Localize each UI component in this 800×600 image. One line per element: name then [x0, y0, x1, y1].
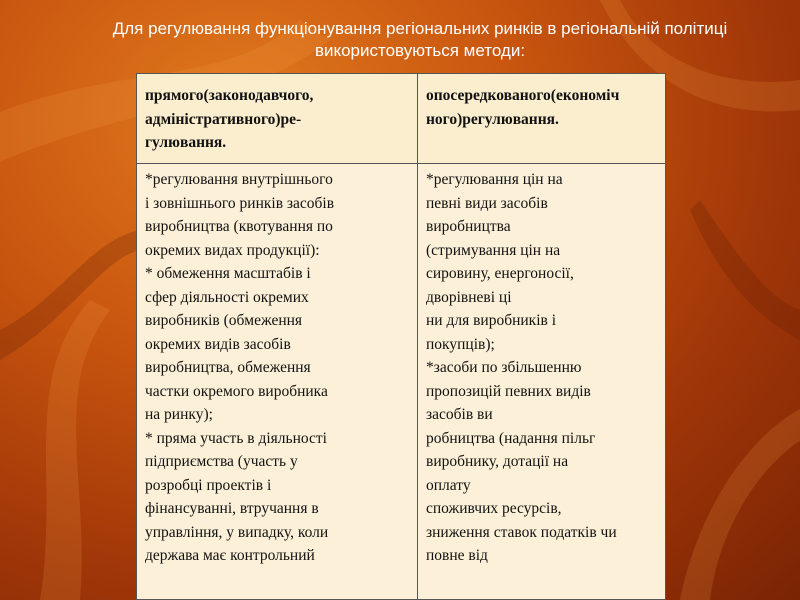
- cell-line: управління, у випадку, коли: [145, 523, 329, 541]
- cell-line: * обмеження масштабів і: [145, 265, 311, 282]
- cell-line: і зовнішнього ринків засобів: [145, 194, 335, 212]
- cell-line: сировину, енергоносії,: [426, 265, 574, 282]
- cell-line: частки окремого виробника: [145, 382, 328, 400]
- slide-title: [40, 18, 800, 62]
- cell-line: *регулювання внутрішнього: [145, 171, 333, 188]
- cell-line: *регулювання цін на: [426, 171, 563, 188]
- cell-line: споживчих ресурсів,: [426, 500, 562, 517]
- cell-line: розробці проектів і: [145, 476, 272, 494]
- cell-line: *засоби по збільшенню: [426, 359, 582, 376]
- cell-line: фінансуванні, втручання в: [145, 500, 319, 517]
- cell-line: ни для виробників і: [426, 312, 557, 329]
- header-line: прямого(законодавчого,: [145, 87, 314, 104]
- cell-line: пропозицій певних видів: [426, 382, 591, 400]
- header-line: гулювання.: [145, 134, 227, 151]
- table-header-row: [137, 74, 666, 164]
- slide-title-line-2: використовуються методи:: [314, 41, 526, 60]
- cell-line: певні види засобів: [426, 194, 548, 212]
- cell-line: виробництва (квотування по: [145, 218, 333, 235]
- header-line: ного)регулювання.: [426, 110, 559, 128]
- cell-line: сфер діяльності окремих: [145, 288, 309, 306]
- cell-line: дворівневі ці: [426, 288, 512, 306]
- cell-line: виробництва: [426, 218, 511, 235]
- cell-line: повне від: [426, 547, 488, 564]
- cell-line: підприємства (участь у: [145, 453, 298, 470]
- cell-line: * пряма участь в діяльності: [145, 429, 327, 447]
- cell-line: засобів ви: [426, 406, 493, 423]
- header-direct-regulation: [137, 74, 418, 164]
- cell-line: виробництва, обмеження: [145, 359, 311, 376]
- cell-line: оплату: [426, 476, 471, 494]
- cell-line: окремих видів засобів: [145, 335, 291, 353]
- methods-table: [136, 73, 666, 600]
- header-indirect-regulation: [418, 74, 666, 164]
- indirect-regulation-cell: [418, 164, 666, 600]
- cell-line: виробнику, дотації на: [426, 453, 569, 470]
- cell-line: покупців);: [426, 335, 495, 353]
- cell-line: зниження ставок податків чи: [426, 523, 617, 541]
- cell-line: виробників (обмеження: [145, 312, 303, 329]
- header-line: опосередкованого(економіч: [426, 87, 620, 104]
- cell-line: (стримування цін на: [426, 241, 561, 259]
- slide-title-line-1: Для регулювання функціонування регіональних ринків в регіональній політиці: [112, 19, 728, 38]
- cell-line: робництва (надання пільг: [426, 429, 596, 447]
- cell-line: держава має контрольний: [145, 547, 315, 564]
- header-line: адміністративного)ре-: [145, 110, 302, 128]
- table-body-row: [137, 164, 666, 600]
- direct-regulation-cell: [137, 164, 418, 600]
- cell-line: окремих видах продукції):: [145, 241, 320, 259]
- cell-line: на ринку);: [145, 406, 213, 423]
